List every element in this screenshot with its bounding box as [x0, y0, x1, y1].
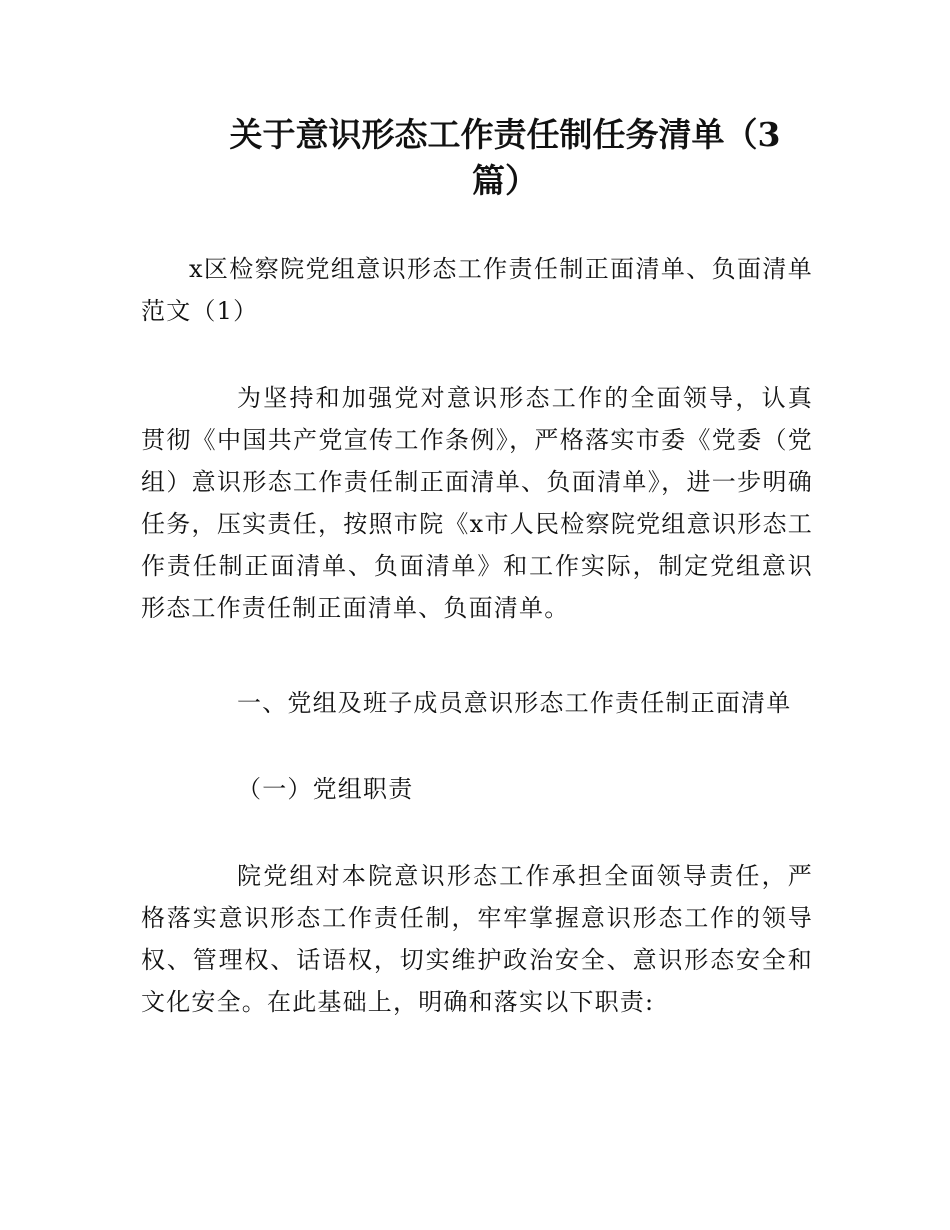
document-title: 关于意识形态工作责任制任务清单（3篇）	[229, 115, 781, 200]
document-subtitle: x区检察院党组意识形态工作责任制正面清单、负面清单范文（1）	[141, 255, 813, 325]
subsection-heading: （一）党组职责	[237, 775, 414, 803]
section-heading: 一、党组及班子成员意识形态工作责任制正面清单	[237, 689, 792, 717]
duty-paragraph: 院党组对本院意识形态工作承担全面领导责任，严格落实意识形态工作责任制，牢牢掌握意识形态工作的领导权、管理权、话语权，切实维护政治安全、意识形态安全和文化安全。在此基础上，明确和落实以下职责:	[141, 862, 813, 1016]
intro-paragraph: 为坚持和加强党对意识形态工作的全面领导，认真贯彻《中国共产党宣传工作条例》，严格落实市委《党委（党组）意识形态工作责任制正面清单、负面清单》，进一步明确任务，压实责任，按照市院《x市人民检察院党组意识形态工作责任制正面清单、负面清单》和工作实际，制定党组意识形态工作责任制正面清单、负面清单。	[141, 384, 813, 622]
